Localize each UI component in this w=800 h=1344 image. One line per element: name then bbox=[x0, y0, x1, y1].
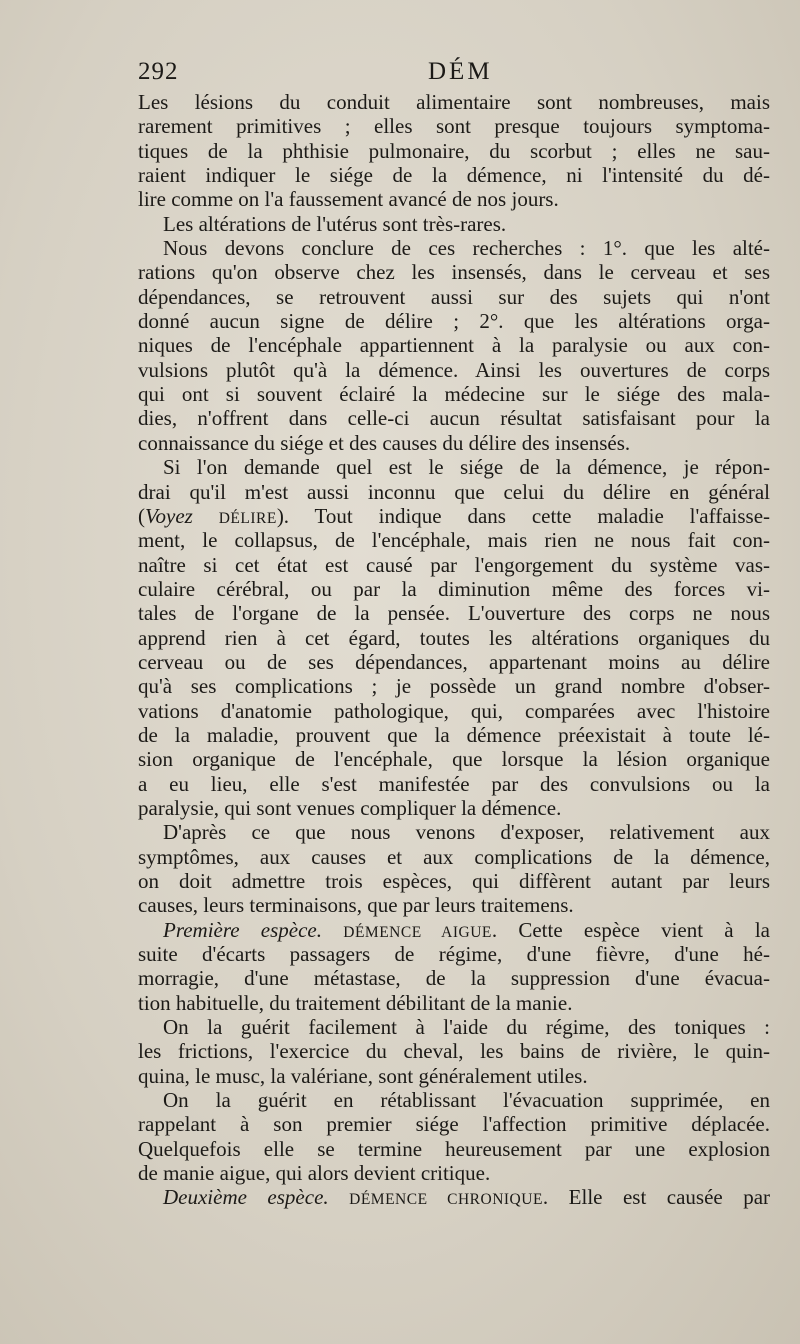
text-line: tales de l'organe de la pensée. L'ouverture des corps ne nous bbox=[138, 601, 770, 626]
text-line: morragie, d'une métastase, de la suppression d'une évacua- bbox=[138, 966, 770, 991]
running-head: DÉM bbox=[428, 58, 493, 85]
text-line: qu'à ses complications ; je possède un grand nombre d'obser- bbox=[138, 674, 770, 699]
text-line-with-reference: (Voyez DÉLIRE). Tout indique dans cette maladie l'affaisse- bbox=[138, 503, 771, 528]
text-line: de la maladie, prouvent que la démence préexistait à toute lé- bbox=[138, 722, 770, 747]
text-line-species-heading: Deuxième espèce. DÉMENCE CHRONIQUE. Elle est causée par bbox=[163, 1185, 771, 1210]
text-line: Nous devons conclure de ces recherches : 1°. que les alté- bbox=[163, 236, 770, 261]
text-line: suite d'écarts passagers de régime, d'une fièvre, d'une hé- bbox=[138, 942, 770, 967]
text-line: Quelquefois elle se termine heureusement par une explosion bbox=[138, 1136, 770, 1161]
text-line: cerveau ou de ses dépendances, appartenant moins au délire bbox=[138, 649, 770, 674]
text-line: vations d'anatomie pathologique, qui, comparées avec l'histoire bbox=[138, 698, 770, 723]
text-line: rappelant à son premier siége l'affection primitive déplacée. bbox=[138, 1112, 770, 1137]
text-line: donné aucun signe de délire ; 2°. que les altérations orga- bbox=[138, 309, 770, 334]
text-line: vulsions plutôt qu'à la démence. Ainsi les ouvertures de corps bbox=[138, 357, 770, 382]
text-line: raient indiquer le siége de la démence, ni l'intensité du dé- bbox=[138, 163, 770, 188]
text-line: D'après ce que nous venons d'exposer, relativement aux bbox=[163, 820, 770, 845]
text-line: Les lésions du conduit alimentaire sont nombreuses, mais bbox=[138, 90, 770, 114]
text-line: On la guérit facilement à l'aide du régime, des toniques : bbox=[163, 1015, 770, 1040]
text-line: On la guérit en rétablissant l'évacuation supprimée, en bbox=[163, 1088, 770, 1113]
text-line: symptômes, aux causes et aux complications de la démence, bbox=[138, 844, 770, 869]
text-line: dies, n'offrent dans celle-ci aucun résultat satisfaisant pour la bbox=[138, 406, 770, 431]
text-line: paralysie, qui sont venues compliquer la démence. bbox=[138, 795, 562, 820]
text-line-species-heading: Première espèce. DÉMENCE AIGUE. Cette espèce vient à la bbox=[163, 917, 770, 942]
text-line: tiques de la phthisie pulmonaire, du scorbut ; elles ne sau- bbox=[138, 138, 770, 163]
text-line: dépendances, se retrouvent aussi sur des sujets qui n'ont bbox=[138, 284, 770, 309]
text-line: causes, leurs terminaisons, que par leurs traitemens. bbox=[138, 893, 574, 918]
text-line: drai qu'il m'est aussi inconnu que celui du délire en général bbox=[138, 479, 770, 504]
text-line: ment, le collapsus, de l'encéphale, mais rien ne nous fait con- bbox=[138, 528, 770, 553]
page-header bbox=[138, 58, 770, 88]
text-line: qui ont si souvent éclairé la médecine sur le siége des mala- bbox=[138, 382, 770, 407]
text-line: rarement primitives ; elles sont presque toujours symptoma- bbox=[138, 114, 770, 139]
text-line: lire comme on l'a faussement avancé de nos jours. bbox=[138, 187, 559, 212]
text-line: tion habituelle, du traitement débilitant de la manie. bbox=[138, 990, 573, 1015]
body-text bbox=[138, 90, 770, 1210]
text-line: naître si cet état est causé par l'engorgement du système vas- bbox=[138, 552, 770, 577]
text-line: de manie aigue, qui alors devient critique. bbox=[138, 1161, 491, 1186]
text-line: Si l'on demande quel est le siége de la démence, je répon- bbox=[163, 455, 770, 480]
text-line: culaire cérébral, ou par la diminution même des forces vi- bbox=[138, 576, 770, 601]
text-line: a eu lieu, elle s'est manifestée par des convulsions ou la bbox=[138, 771, 770, 796]
text-line: Les altérations de l'utérus sont très-rares. bbox=[163, 211, 507, 236]
text-line: les frictions, l'exercice du cheval, les bains de rivière, le quin- bbox=[138, 1039, 770, 1064]
text-line: rations qu'on observe chez les insensés, dans le cerveau et ses bbox=[138, 260, 770, 285]
text-line: niques de l'encéphale appartiennent à la paralysie ou aux con- bbox=[138, 333, 770, 358]
text-line: sion organique de l'encéphale, que lorsque la lésion organique bbox=[138, 747, 770, 772]
text-line: connaissance du siége et des causes du délire des insensés. bbox=[138, 430, 631, 455]
text-line: apprend rien à cet égard, toutes les altérations organiques du bbox=[138, 625, 770, 650]
text-line: quina, le musc, la valériane, sont généralement utiles. bbox=[138, 1063, 588, 1088]
page-number: 292 bbox=[138, 58, 179, 85]
text-line: on doit admettre trois espèces, qui diffèrent autant par leurs bbox=[138, 869, 770, 893]
